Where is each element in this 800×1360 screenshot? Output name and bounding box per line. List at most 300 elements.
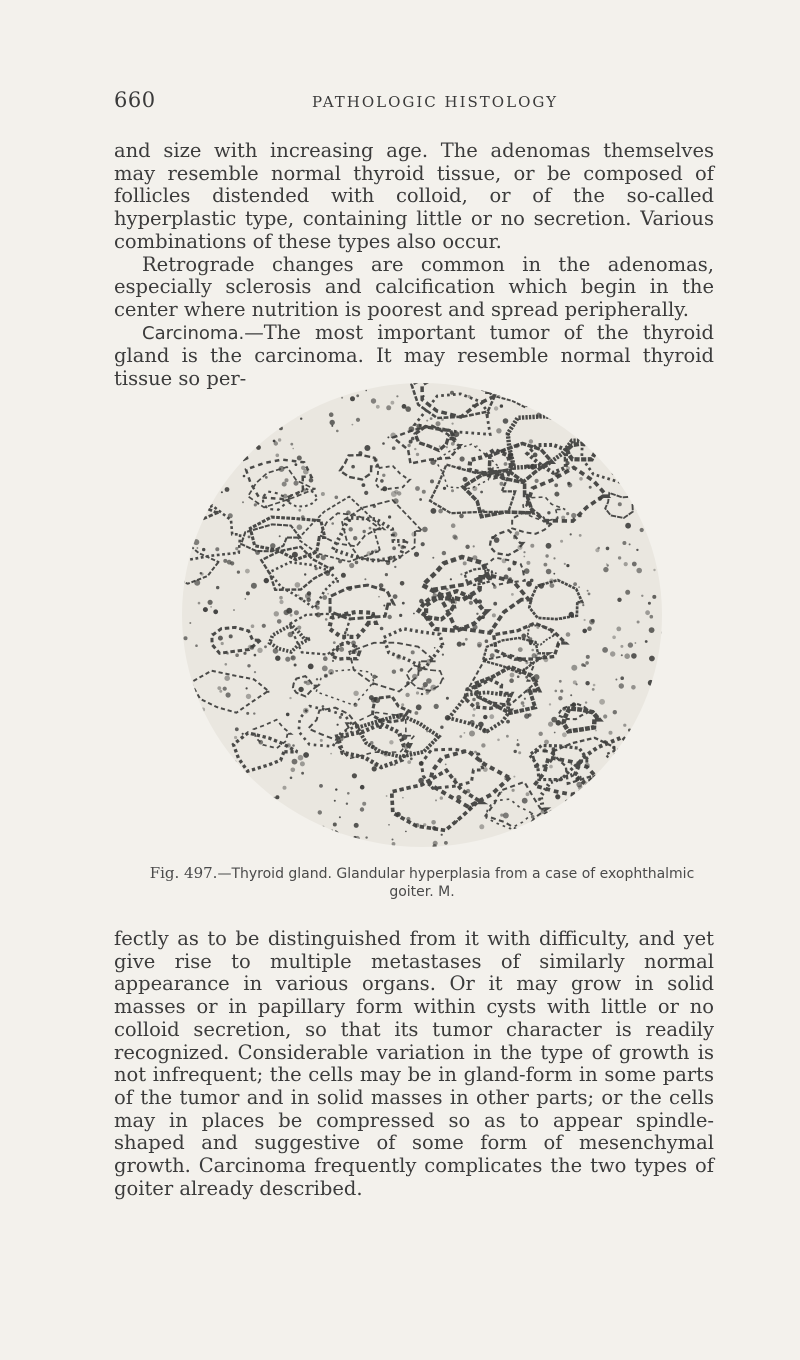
nucleus-dot [386, 795, 388, 797]
nucleus-dot [253, 712, 255, 714]
nucleus-dot [322, 826, 324, 828]
nucleus-dot [347, 634, 349, 636]
nucleus-dot [432, 557, 434, 559]
nucleus-dot [364, 491, 368, 495]
nucleus-dot [513, 536, 516, 539]
nucleus-dot [278, 438, 281, 441]
nucleus-dot [433, 593, 438, 598]
nucleus-dot [619, 428, 623, 432]
nucleus-dot [251, 583, 257, 589]
nucleus-dot [247, 664, 250, 667]
nucleus-dot [423, 823, 426, 826]
nucleus-dot [641, 473, 646, 478]
nucleus-dot [428, 618, 431, 621]
nucleus-dot [364, 578, 366, 580]
nucleus-dot [432, 826, 436, 830]
nucleus-dot [633, 788, 635, 790]
nucleus-dot [547, 511, 550, 514]
nucleus-dot [292, 552, 298, 558]
nucleus-dot [433, 844, 437, 848]
nucleus-dot [382, 486, 387, 491]
nucleus-dot [254, 671, 256, 673]
nucleus-dot [620, 645, 623, 648]
nucleus-dot [173, 593, 178, 598]
nucleus-dot [549, 390, 554, 395]
nucleus-dot [333, 641, 336, 644]
nucleus-dot [413, 613, 415, 615]
nucleus-dot [380, 479, 384, 483]
nucleus-dot [288, 632, 294, 638]
nucleus-dot [566, 564, 569, 567]
nucleus-dot [476, 613, 478, 615]
nucleus-dot [218, 636, 223, 641]
nucleus-dot [339, 737, 344, 742]
follicle-outline [613, 396, 680, 447]
nucleus-dot [517, 675, 520, 678]
nucleus-dot [346, 510, 351, 515]
nucleus-dot [244, 414, 247, 417]
nucleus-dot [237, 427, 240, 430]
nucleus-dot [610, 651, 615, 656]
nucleus-dot [392, 446, 396, 450]
nucleus-dot [650, 615, 654, 619]
nucleus-dot [500, 482, 504, 486]
nucleus-dot [355, 561, 359, 565]
nucleus-dot [448, 598, 452, 602]
nucleus-dot [286, 743, 290, 747]
nucleus-dot [638, 828, 644, 834]
nucleus-dot [300, 761, 305, 766]
nucleus-dot [588, 778, 592, 782]
nucleus-dot [416, 704, 422, 710]
nucleus-dot [339, 716, 342, 719]
nucleus-dot [419, 761, 424, 766]
nucleus-dot [579, 534, 582, 537]
nucleus-dot [287, 840, 290, 843]
nucleus-dot [259, 740, 264, 745]
nucleus-dot [500, 404, 503, 407]
nucleus-dot [485, 639, 489, 643]
nucleus-dot [248, 804, 253, 809]
nucleus-dot [484, 658, 487, 661]
nucleus-dot [426, 659, 431, 664]
nucleus-dot [273, 797, 277, 801]
nucleus-dot [587, 626, 592, 631]
nucleus-dot [253, 679, 255, 681]
nucleus-dot [462, 643, 465, 646]
nucleus-dot [649, 627, 655, 633]
nucleus-dot [422, 490, 426, 494]
nucleus-dot [246, 712, 249, 715]
nucleus-dot [582, 604, 584, 606]
nucleus-dot [669, 632, 671, 634]
nucleus-dot [191, 437, 194, 440]
nucleus-dot [226, 692, 231, 697]
nucleus-dot [230, 561, 234, 565]
nucleus-dot [652, 595, 656, 599]
nucleus-dot [182, 476, 187, 481]
nucleus-dot [546, 408, 548, 410]
nucleus-dot [456, 795, 461, 800]
nucleus-dot [612, 767, 616, 771]
nucleus-dot [664, 849, 668, 853]
nucleus-dot [183, 478, 187, 482]
nucleus-dot [585, 701, 587, 703]
nucleus-dot [400, 581, 405, 586]
nucleus-dot [173, 715, 176, 718]
nucleus-dot [675, 463, 678, 466]
page-number: 660 [114, 88, 156, 112]
nucleus-dot [245, 451, 249, 455]
nucleus-dot [480, 491, 483, 494]
nucleus-dot [411, 532, 416, 537]
nucleus-dot [672, 655, 677, 660]
nucleus-dot [166, 799, 169, 802]
nucleus-dot [251, 795, 256, 800]
nucleus-dot [498, 474, 500, 476]
nucleus-dot [258, 417, 262, 421]
nucleus-dot [509, 577, 512, 580]
nucleus-dot [526, 792, 530, 796]
nucleus-dot [555, 472, 557, 474]
nucleus-dot [436, 421, 441, 426]
nucleus-dot [365, 511, 367, 513]
nucleus-dot [224, 675, 230, 681]
nucleus-dot [243, 652, 246, 655]
nucleus-dot [592, 688, 595, 691]
nucleus-dot [653, 429, 659, 435]
nucleus-dot [617, 598, 621, 602]
nucleus-dot [415, 438, 417, 440]
nucleus-dot [492, 613, 496, 617]
nucleus-dot [342, 380, 345, 383]
nucleus-dot [493, 602, 497, 606]
nucleus-dot [531, 815, 535, 819]
nucleus-dot [378, 596, 380, 598]
nucleus-dot [354, 703, 358, 707]
nucleus-dot [242, 436, 248, 442]
nucleus-dot [547, 403, 552, 408]
nucleus-dot [348, 519, 351, 522]
nucleus-dot [330, 753, 332, 755]
nucleus-dot [666, 702, 669, 705]
nucleus-dot [372, 612, 375, 615]
nucleus-dot [490, 653, 495, 658]
nucleus-dot [285, 478, 289, 482]
nucleus-dot [612, 746, 615, 749]
follicle-outline [160, 389, 229, 435]
nucleus-dot [230, 424, 235, 429]
nucleus-dot [649, 656, 655, 662]
nucleus-dot [625, 523, 631, 529]
nucleus-dot [565, 448, 568, 451]
nucleus-dot [546, 543, 552, 549]
nucleus-dot [554, 732, 556, 734]
nucleus-dot [564, 385, 569, 390]
nucleus-dot [388, 615, 392, 619]
nucleus-dot [254, 654, 257, 657]
nucleus-dot [275, 656, 280, 661]
nucleus-dot [215, 380, 217, 382]
nucleus-dot [591, 790, 594, 793]
nucleus-dot [239, 836, 243, 840]
nucleus-dot [509, 712, 511, 714]
nucleus-dot [325, 830, 330, 835]
nucleus-dot [177, 687, 180, 690]
nucleus-dot [576, 782, 582, 788]
nucleus-dot [261, 826, 266, 831]
nucleus-dot [562, 732, 567, 737]
nucleus-dot [348, 587, 353, 592]
nucleus-dot [332, 660, 334, 662]
nucleus-dot [518, 751, 521, 754]
nucleus-dot [189, 733, 191, 735]
nucleus-dot [521, 701, 525, 705]
nucleus-dot [464, 732, 466, 734]
nucleus-dot [658, 424, 662, 428]
nucleus-dot [472, 714, 475, 717]
nucleus-dot [326, 831, 329, 834]
nucleus-dot [526, 561, 530, 565]
nucleus-dot [374, 549, 377, 552]
nucleus-dot [409, 426, 415, 432]
nucleus-dot [355, 836, 360, 841]
nucleus-dot [294, 481, 299, 486]
nucleus-dot [609, 731, 613, 735]
nucleus-dot [246, 687, 248, 689]
nucleus-dot [202, 433, 204, 435]
nucleus-dot [613, 468, 619, 474]
nucleus-dot [323, 656, 328, 661]
nucleus-dot [468, 395, 471, 398]
nucleus-dot [558, 830, 561, 833]
nucleus-dot [352, 757, 354, 759]
nucleus-dot [495, 572, 497, 574]
nucleus-dot [307, 591, 311, 595]
nucleus-dot [301, 772, 304, 775]
nucleus-dot [501, 449, 505, 453]
nucleus-dot [489, 714, 494, 719]
follicle-outline [189, 427, 242, 461]
nucleus-dot [219, 406, 222, 409]
nucleus-dot [182, 511, 186, 515]
nucleus-dot [503, 813, 509, 819]
nucleus-dot [279, 600, 283, 604]
nucleus-dot [320, 739, 323, 742]
nucleus-dot [571, 764, 573, 766]
nucleus-dot [331, 522, 334, 525]
nucleus-dot [478, 599, 482, 603]
nucleus-dot [203, 607, 208, 612]
nucleus-dot [605, 819, 609, 823]
nucleus-dot [536, 413, 541, 418]
nucleus-dot [521, 835, 524, 838]
nucleus-dot [251, 624, 255, 628]
nucleus-dot [195, 705, 197, 707]
nucleus-dot [612, 636, 616, 640]
nucleus-dot [557, 856, 560, 859]
nucleus-dot [178, 642, 183, 647]
nucleus-dot [533, 453, 538, 458]
nucleus-dot [178, 735, 180, 737]
nucleus-dot [298, 687, 303, 692]
nucleus-dot [399, 614, 402, 617]
nucleus-dot [285, 657, 290, 662]
nucleus-dot [176, 481, 179, 484]
nucleus-dot [499, 792, 502, 795]
nucleus-dot [372, 675, 376, 679]
nucleus-dot [441, 418, 444, 421]
nucleus-dot [211, 633, 213, 635]
nucleus-dot [556, 643, 560, 647]
nucleus-dot [512, 561, 516, 565]
nucleus-dot [182, 404, 185, 407]
nucleus-dot [515, 444, 519, 448]
nucleus-dot [619, 683, 624, 688]
nucleus-dot [572, 852, 575, 855]
nucleus-dot [577, 394, 580, 397]
nucleus-dot [393, 498, 399, 504]
nucleus-dot [430, 685, 436, 691]
nucleus-dot [550, 583, 555, 588]
nucleus-dot [225, 663, 228, 666]
nucleus-dot [245, 598, 247, 600]
nucleus-dot [250, 645, 255, 650]
nucleus-dot [525, 661, 528, 664]
nucleus-dot [631, 685, 636, 690]
nucleus-dot [325, 618, 328, 621]
nucleus-dot [616, 832, 620, 836]
nucleus-dot [164, 395, 168, 399]
nucleus-dot [160, 492, 165, 498]
nucleus-dot [373, 458, 377, 462]
nucleus-dot [414, 552, 419, 557]
nucleus-dot [479, 824, 484, 829]
nucleus-dot [612, 472, 615, 475]
nucleus-dot [637, 621, 640, 624]
nucleus-dot [198, 449, 201, 452]
nucleus-dot [522, 705, 524, 707]
nucleus-dot [215, 399, 221, 405]
nucleus-dot [586, 655, 590, 659]
nucleus-dot [334, 800, 336, 802]
nucleus-dot [373, 505, 376, 508]
nucleus-dot [570, 399, 574, 403]
nucleus-dot [622, 541, 626, 545]
nucleus-dot [318, 810, 322, 814]
nucleus-dot [511, 593, 514, 596]
nucleus-dot [565, 800, 570, 805]
nucleus-dot [523, 551, 525, 553]
nucleus-dot [347, 792, 350, 795]
nucleus-dot [491, 536, 494, 539]
nucleus-dot [430, 459, 436, 465]
nucleus-dot [518, 657, 523, 662]
nucleus-dot [215, 830, 217, 832]
nucleus-dot [599, 699, 605, 705]
nucleus-dot [417, 666, 422, 671]
nucleus-dot [451, 523, 456, 528]
nucleus-dot [218, 854, 223, 859]
nucleus-dot [396, 714, 402, 720]
nucleus-dot [274, 834, 278, 838]
nucleus-dot [400, 668, 404, 672]
nucleus-dot [204, 416, 207, 419]
nucleus-dot [327, 593, 329, 595]
nucleus-dot [641, 816, 645, 820]
nucleus-dot [602, 647, 608, 653]
nucleus-dot [473, 545, 475, 547]
nucleus-dot [300, 597, 303, 600]
nucleus-dot [175, 696, 178, 699]
nucleus-dot [553, 557, 555, 559]
nucleus-dot [322, 705, 325, 708]
nucleus-dot [386, 561, 390, 565]
nucleus-dot [632, 562, 637, 567]
nucleus-dot [294, 610, 299, 615]
nucleus-dot [509, 457, 513, 461]
nucleus-dot [456, 820, 458, 822]
nucleus-dot [635, 642, 637, 644]
nucleus-dot [504, 462, 508, 466]
nucleus-dot [371, 398, 376, 403]
nucleus-dot [516, 743, 519, 746]
nucleus-dot [470, 720, 475, 725]
nucleus-dot [388, 515, 391, 518]
nucleus-dot [206, 756, 212, 762]
nucleus-dot [571, 513, 576, 518]
nucleus-dot [628, 729, 631, 732]
nucleus-dot [163, 411, 166, 414]
nucleus-dot [584, 619, 586, 621]
nucleus-dot [215, 799, 220, 804]
nucleus-dot [443, 487, 446, 490]
nucleus-dot [316, 554, 320, 558]
nucleus-dot [217, 686, 221, 690]
nucleus-dot [642, 398, 645, 401]
nucleus-dot [518, 647, 523, 652]
nucleus-dot [290, 777, 293, 780]
nucleus-dot [524, 698, 526, 700]
nucleus-dot [600, 821, 602, 823]
nucleus-dot [444, 841, 448, 845]
nucleus-dot [210, 606, 212, 608]
nucleus-dot [411, 650, 415, 654]
nucleus-dot [661, 630, 667, 636]
nucleus-dot [164, 426, 167, 429]
nucleus-dot [570, 533, 572, 535]
nucleus-dot [576, 821, 579, 824]
nucleus-dot [167, 447, 173, 453]
nucleus-dot [396, 654, 401, 659]
nucleus-dot [353, 691, 358, 696]
nucleus-dot [168, 654, 170, 656]
nucleus-dot [216, 586, 219, 589]
nucleus-dot [534, 393, 539, 398]
nucleus-dot [201, 708, 205, 712]
nucleus-dot [431, 508, 437, 514]
nucleus-dot [233, 609, 235, 611]
nucleus-dot [523, 668, 526, 671]
nucleus-dot [570, 694, 572, 696]
nucleus-dot [559, 680, 562, 683]
nucleus-dot [488, 474, 491, 477]
nucleus-dot [469, 601, 473, 605]
nucleus-dot [330, 420, 335, 425]
nucleus-dot [221, 491, 223, 493]
nucleus-dot [558, 696, 562, 700]
nucleus-dot [450, 391, 454, 395]
